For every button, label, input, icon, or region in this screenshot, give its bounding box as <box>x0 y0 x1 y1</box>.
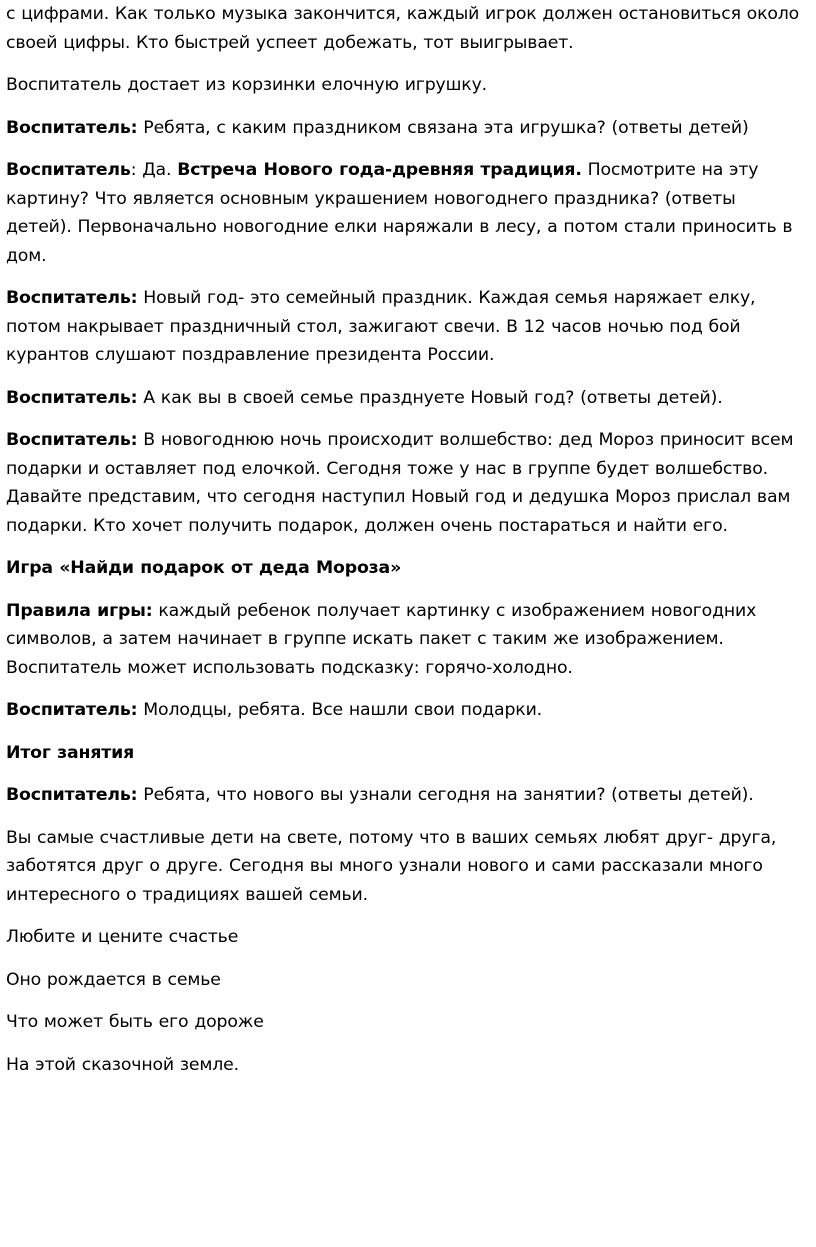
speaker-label: Воспитатель: <box>6 700 138 720</box>
speaker-label: Воспитатель: <box>6 387 138 408</box>
paragraph-teacher-summary-question <box>6 781 806 810</box>
paragraph-text: Ребята, что нового вы узнали сегодня на занятии? (ответы детей). <box>137 785 754 805</box>
heading-text: Итог занятия <box>6 742 135 763</box>
paragraph-game-rules-end <box>6 0 806 57</box>
paragraph-text: Воспитатель достает из корзинки елочную игрушку. <box>6 75 487 95</box>
paragraph-game-rules <box>6 597 806 683</box>
poem-line-text: Что может быть его дороже <box>6 1012 264 1032</box>
paragraph-text: Ребята, с каким праздником связана эта игрушка? (ответы детей) <box>137 117 749 138</box>
heading-text: Игра «Найди подарок от деда Мороза» <box>6 558 402 578</box>
speaker-label: Воспитатель: <box>6 430 138 450</box>
speaker-label: Воспитатель: <box>6 117 138 138</box>
paragraph-text: с цифрами. Как только музыка закончится, каждый игрок должен остановиться около своей цифры. Кто быстрей успеет добежать, тот выигрывает. <box>6 4 800 53</box>
paragraph-text: В новогоднюю ночь происходит волшебство: дед Мороз приносит всем подарки и оставляет под елочкой. Сегодня тоже у нас в группе будет волшебство. Давайте представим, что сегодня наступил Новый год и дедушка Мороз прислал вам подарки. Кто хочет получить подарок, должен очень постараться и найти его. <box>6 430 794 536</box>
poem-line <box>6 1008 806 1037</box>
paragraph-teacher-family-holiday <box>6 284 806 370</box>
game-title <box>6 554 806 583</box>
document-body <box>6 0 806 1093</box>
poem-line-text: Оно рождается в семье <box>6 969 221 990</box>
paragraph-text: Новый год- это семейный праздник. Каждая семья наряжает елку, потом накрывает праздничный стол, зажигают свечи. В 12 часов ночью под бой курантов слушают поздравление президента России. <box>6 288 756 365</box>
poem-line-text: На этой сказочной земле. <box>6 1054 239 1075</box>
paragraph-teacher-question-family <box>6 384 806 413</box>
poem-line <box>6 1051 806 1080</box>
paragraph-text: : Да. <box>130 160 178 180</box>
paragraph-teacher-action <box>6 71 806 100</box>
poem-line <box>6 966 806 995</box>
paragraph-text: А как вы в своей семье празднуете Новый год? (ответы детей). <box>137 387 723 408</box>
rules-label: Правила игры: <box>6 600 153 621</box>
lesson-summary-heading <box>6 739 806 768</box>
paragraph-text: Посмотрите на эту картину? Что является основным украшением новогоднего праздника? (ответы детей). Первоначально новогодние елки наряжали в лесу, а потом стали приносить в дом. <box>6 160 793 266</box>
paragraph-teacher-tradition <box>6 156 806 270</box>
paragraph-text: Вы самые счастливые дети на свете, потому что в ваших семьях любят друг- друга, заботятся друг о друге. Сегодня вы много узнали нового и сами рассказали много интересного о традициях вашей семьи. <box>6 827 777 905</box>
speaker-label: Воспитатель <box>6 160 131 180</box>
bold-phrase: Встреча Нового года-древняя традиция. <box>177 160 582 180</box>
paragraph-teacher-praise <box>6 696 806 725</box>
speaker-label: Воспитатель: <box>6 288 138 308</box>
poem-line-text: Любите и цените счастье <box>6 927 239 947</box>
paragraph-teacher-question-toy <box>6 114 806 143</box>
paragraph-conclusion <box>6 824 806 910</box>
speaker-label: Воспитатель: <box>6 785 138 805</box>
paragraph-text: Молодцы, ребята. Все нашли свои подарки. <box>137 700 543 720</box>
paragraph-teacher-magic <box>6 426 806 540</box>
paragraph-text: каждый ребенок получает картинку с изображением новогодних символов, а затем начинает в группе искать пакет с таким же изображением. Воспитатель может использовать подсказку: горячо-холодно. <box>6 600 757 678</box>
poem-line <box>6 923 806 952</box>
